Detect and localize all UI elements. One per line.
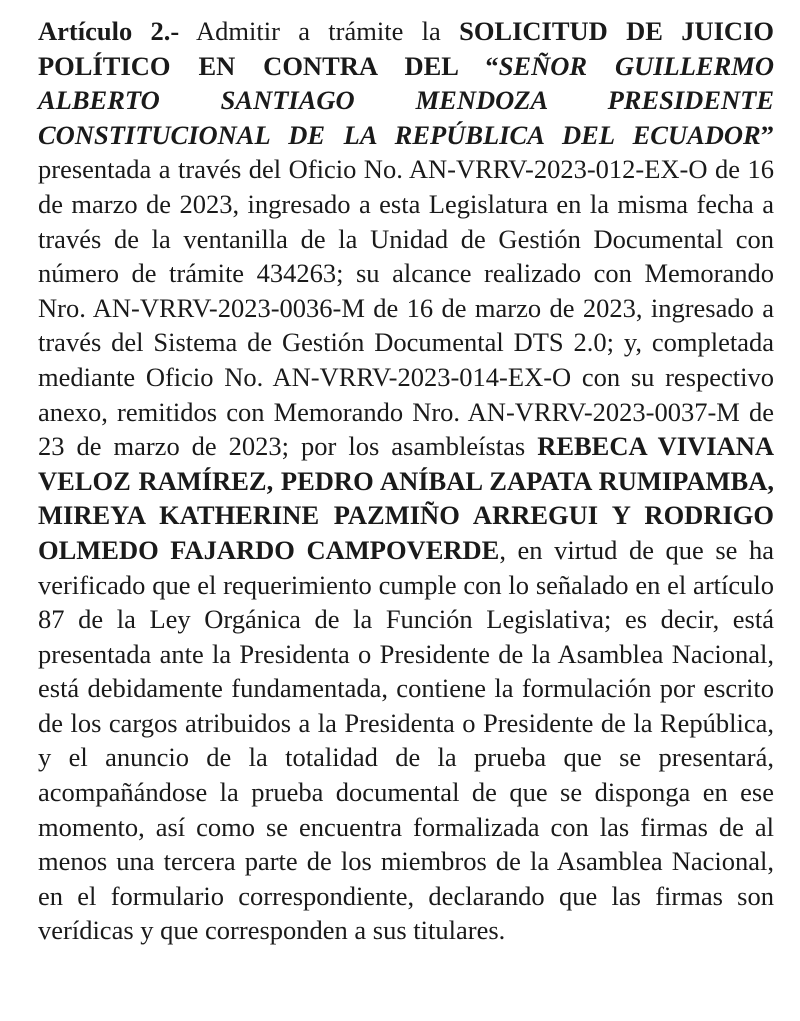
president-name: SEÑOR GUILLERMO ALBERTO SANTIAGO MENDOZA PRESIDENTE CONSTITUCIONAL DE LA REPÚBLICA DEL ECUADOR xyxy=(38,50,774,150)
article-label: Artículo 2.- xyxy=(38,16,180,46)
assembly-members: REBECA VIVIANA VELOZ RAMÍREZ, PEDRO ANÍBAL ZAPATA RUMIPAMBA, MIREYA KATHERINE PAZMIÑO ARREGUI Y RODRIGO OLMEDO FAJARDO CAMPOVERDE xyxy=(38,431,774,565)
request-title: SOLICITUD DE JUICIO POLÍTICO EN CONTRA DEL “ xyxy=(38,16,774,81)
article-paragraph xyxy=(38,14,774,948)
article-text-intro: Admitir a trámite la xyxy=(179,16,460,46)
article-text-conclusion: , en virtud de que se ha verificado que el requerimiento cumple con lo señalado en el artículo 87 de la Ley Orgánica de la Función Legislativa; es decir, está presentada ante la Presidenta o Presidente de la Asamblea Nacional, está debidamente fundamentada, contiene la formulación por escrito de los cargos atribuidos a la Presidenta o Presidente de la República, y el anuncio de la totalidad de la prueba que se presentará, acompañándose la prueba documental de que se disponga en ese momento, así como se encuentra formalizada con las firmas de al menos una tercera parte de los miembros de la Asamblea Nacional, en el formulario correspondiente, declarando que las firmas son verídicas y que corresponden a sus titulares. xyxy=(38,534,774,946)
article-text-body: presentada a través del Oficio No. AN-VRRV-2023-012-EX-O de 16 de marzo de 2023, ingresado a esta Legislatura en la misma fecha a través de la ventanilla de la Unidad de Gestión Documental con número de trámite 434263; su alcance realizado con Memorando Nro. AN-VRRV-2023-0036-M de 16 de marzo de 2023, ingresado a través del Sistema de Gestión Documental DTS 2.0; y, completada mediante Oficio No. AN-VRRV-2023-014-EX-O con su respectivo anexo, remitidos con Memorando Nro. AN-VRRV-2023-0037-M de 23 de marzo de 2023; por los asambleístas xyxy=(38,154,774,462)
document-page xyxy=(38,14,774,948)
closing-quote: ” xyxy=(760,119,774,150)
